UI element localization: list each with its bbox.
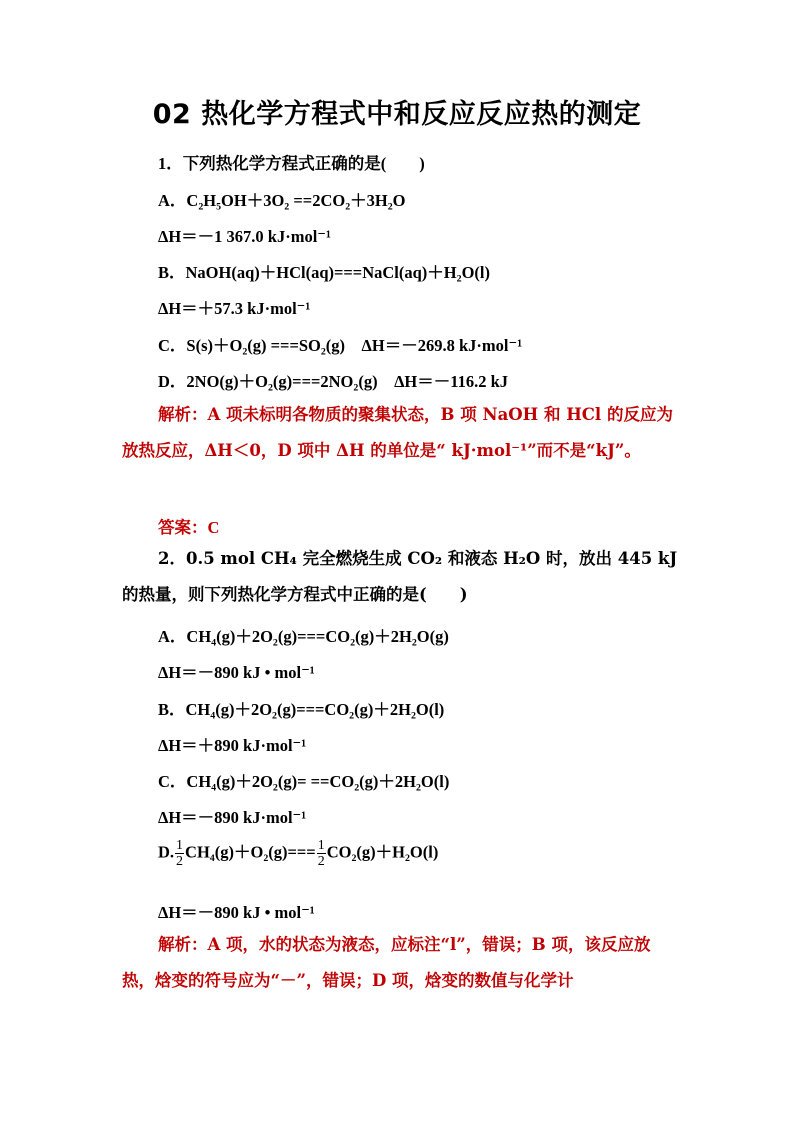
q2-option-c-enthalpy: ΔH＝－890 kJ·mol⁻¹ [158, 808, 307, 827]
q1-answer-label: 答案： [158, 518, 208, 537]
q1-stem: 1．下列热化学方程式正确的是( ) [158, 154, 425, 173]
q1-option-d: D．2NO(g)＋O₂(g)===2NO₂(g) ΔH＝－116.2 kJ [158, 372, 509, 391]
q2-explanation [122, 927, 677, 999]
q1-option-c: C．S(s)＋O₂(g) ===SO₂(g) ΔH＝－269.8 kJ·mol⁻¹ [158, 336, 523, 355]
q2-option-d-enthalpy: ΔH＝－890 kJ • mol⁻¹ [158, 903, 315, 922]
q2-option-d-middle: CH₄(g)＋O₂(g)=== [185, 842, 316, 862]
q1-option-b: B．NaOH(aq)＋HCl(aq)===NaCl(aq)＋H₂O(l) [158, 263, 490, 282]
q1-option-a: A．C₂H₅OH＋3O₂ ==2CO₂＋3H₂O [158, 191, 406, 210]
fraction-numerator: 1 [317, 838, 325, 853]
q2-option-b: B．CH₄(g)＋2O₂(g)===CO₂(g)＋2H₂O(l) [158, 700, 445, 719]
q2-option-d-fraction-1 [175, 838, 184, 869]
q1-explanation-label: 解析： [158, 405, 208, 424]
q1-answer [158, 514, 219, 538]
q2-option-a: A．CH₄(g)＋2O₂(g)===CO₂(g)＋2H₂O(g) [158, 627, 449, 646]
q2-explanation-label: 解析： [158, 935, 208, 954]
page-title: 02 热化学方程式中和反应反应热的测定 [152, 99, 642, 130]
q2-explanation-text: A 项，水的状态为液态，应标注“l”，错误；B 项，该反应放热，焓变的符号应为“－”，错误；D 项，焓变的数值与化学计 [122, 935, 651, 990]
fraction-denominator: 2 [317, 854, 325, 869]
fraction-numerator: 1 [176, 838, 184, 853]
q1-option-b-enthalpy: ΔH＝＋57.3 kJ·mol⁻¹ [158, 299, 311, 318]
q2-option-d-prefix: D. [158, 842, 175, 862]
q1-option-a-enthalpy: ΔH＝－1 367.0 kJ·mol⁻¹ [158, 227, 331, 246]
q2-option-d [158, 838, 438, 869]
q1-answer-value: C [207, 518, 220, 537]
q2-option-c: C．CH₄(g)＋2O₂(g)= ==CO₂(g)＋2H₂O(l) [158, 772, 450, 791]
q2-option-d-end: CO₂(g)＋H₂O(l) [326, 842, 439, 862]
q2-option-d-fraction-2 [317, 838, 326, 869]
q2-option-a-enthalpy: ΔH＝－890 kJ • mol⁻¹ [158, 663, 315, 682]
q2-stem [122, 541, 682, 613]
fraction-denominator: 2 [176, 854, 184, 869]
q2-stem-text: 2．0.5 mol CH₄ 完全燃烧生成 CO₂ 和液态 H₂O 时，放出 445 kJ 的热量，则下列热化学方程式中正确的是( ) [122, 549, 678, 604]
q1-explanation [122, 397, 677, 469]
q1-explanation-text: A 项未标明各物质的聚集状态，B 项 NaOH 和 HCl 的反应为放热反应，ΔH＜0，D 项中 ΔH 的单位是“ kJ·mol⁻¹”而不是“kJ”。 [122, 405, 673, 460]
q2-option-b-enthalpy: ΔH＝＋890 kJ·mol⁻¹ [158, 736, 307, 755]
